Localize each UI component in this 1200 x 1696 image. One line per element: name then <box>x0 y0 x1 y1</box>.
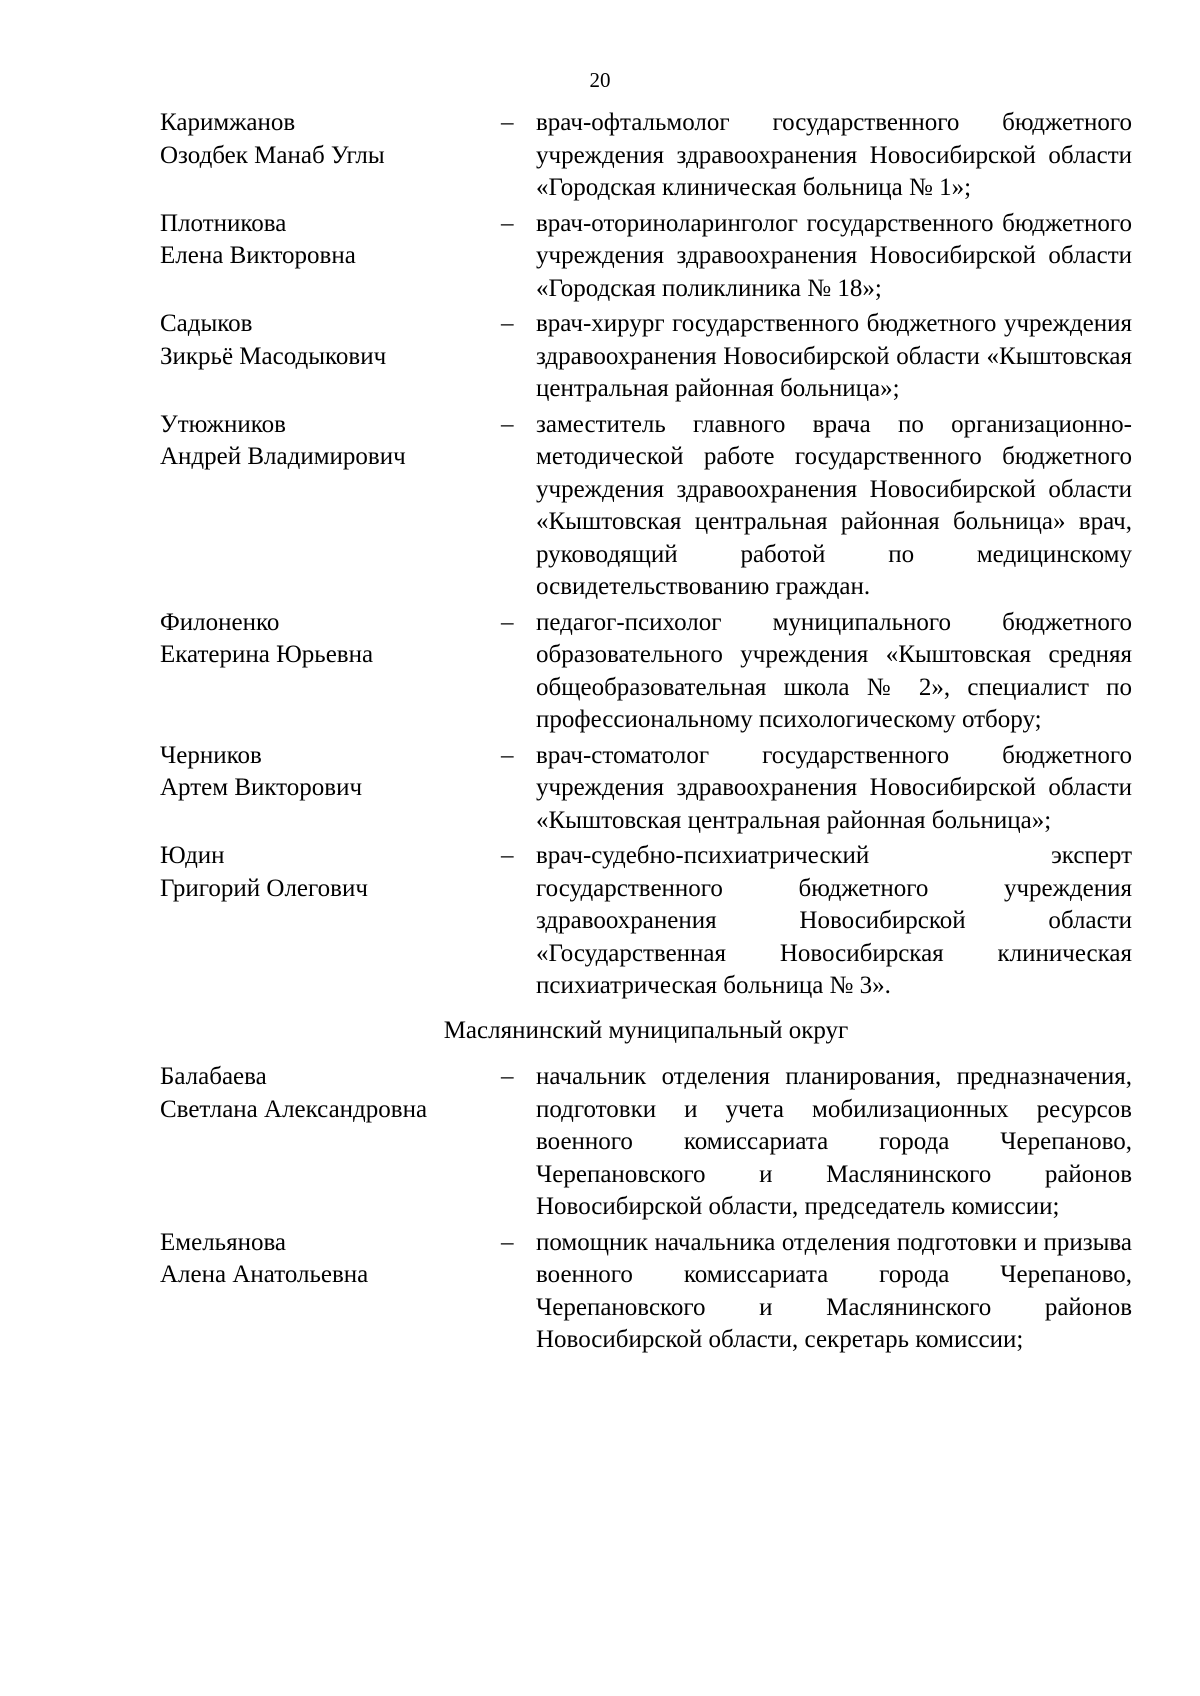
role-description: педагог-психолог муниципального бюджетного образовательного учреждения «Кыштовская средняя общеобразовательная школа № 2», специалист по профессиональному психологическому отбору; <box>536 608 1132 733</box>
role-description: начальник отделения планирования, предназначения, подготовки и учета мобилизационных ресурсов военного комиссариата города Черепаново, Черепановского и Маслянинского районов Новосибирской области, председатель комиссии; <box>536 1063 1132 1220</box>
page-number: 20 <box>589 68 611 92</box>
list-item <box>160 740 1132 838</box>
list-item <box>160 1227 1132 1357</box>
surname: Филоненко <box>160 608 280 636</box>
dash: – <box>501 842 514 869</box>
role-description: врач-офтальмолог государственного бюджетного учреждения здравоохранения Новосибирской области «Городская клиническая больница № 1»; <box>536 109 1132 201</box>
given-names: Григорий Олегович <box>160 874 368 902</box>
given-names: Екатерина Юрьевна <box>160 641 374 668</box>
given-names: Елена Викторовна <box>160 242 356 269</box>
given-names: Андрей Владимирович <box>160 443 406 470</box>
list-item <box>160 1061 1132 1224</box>
surname: Плотникова <box>160 209 287 237</box>
dash: – <box>501 608 514 636</box>
role-description: помощник начальника отделения подготовки и призыва военного комиссариата города Черепаново, Черепановского и Маслянинского районов Новосибирской области, секретарь комиссии; <box>536 1228 1132 1353</box>
given-names: Светлана Александровна <box>160 1095 428 1123</box>
list-item <box>160 107 1132 205</box>
surname: Черников <box>160 741 262 769</box>
person-name <box>160 1061 500 1126</box>
list-item <box>160 308 1132 406</box>
given-names: Алена Анатольевна <box>160 1261 369 1288</box>
dash: – <box>501 310 514 337</box>
role-description: врач-стоматолог государственного бюджетного учреждения здравоохранения Новосибирской области «Кыштовская центральная районная больница»; <box>536 741 1132 834</box>
list-item <box>160 409 1132 604</box>
role-description: врач-судебно-психиатрический эксперт государственного бюджетного учреждения здравоохранения Новосибирской области «Государственная Новосибирская клиническая психиатрическая больница № 3». <box>536 842 1132 999</box>
given-names: Зикрьё Масодыкович <box>160 342 387 370</box>
surname: Юдин <box>160 842 225 869</box>
role-description: заместитель главного врача по организационно-методической работе государственного бюджетного учреждения здравоохранения Новосибирской области «Кыштовская центральная районная больница» врач, руководящий работой по медицинскому освидетельствованию граждан. <box>536 410 1132 600</box>
section-title: Маслянинский муниципальный округ <box>443 1016 849 1044</box>
person-name <box>160 607 500 672</box>
dash: – <box>501 209 514 237</box>
person-name <box>160 208 500 273</box>
person-name <box>160 1227 500 1292</box>
dash: – <box>501 410 514 438</box>
surname: Садыков <box>160 310 253 337</box>
person-name <box>160 107 500 172</box>
dash: – <box>501 1063 514 1090</box>
surname: Балабаева <box>160 1063 267 1090</box>
dash: – <box>501 109 514 136</box>
surname: Емельянова <box>160 1228 287 1256</box>
person-name <box>160 740 500 805</box>
list-item <box>160 840 1132 1003</box>
given-names: Озодбек Манаб Углы <box>160 141 385 169</box>
role-description: врач-хирург государственного бюджетного учреждения здравоохранения Новосибирской области «Кыштовская центральная районная больница»; <box>536 310 1132 402</box>
role-description: врач-оториноларинголог государственного бюджетного учреждения здравоохранения Новосибирской области «Городская поликлиника № 18»; <box>536 209 1132 302</box>
dash: – <box>501 741 514 769</box>
surname: Утюжников <box>160 410 286 438</box>
person-name <box>160 409 500 474</box>
person-name <box>160 308 500 373</box>
document-body <box>160 107 1132 1360</box>
surname: Каримжанов <box>160 109 296 136</box>
given-names: Артем Викторович <box>160 774 363 801</box>
list-item <box>160 607 1132 737</box>
dash: – <box>501 1228 514 1256</box>
person-name <box>160 840 500 905</box>
list-item <box>160 208 1132 306</box>
